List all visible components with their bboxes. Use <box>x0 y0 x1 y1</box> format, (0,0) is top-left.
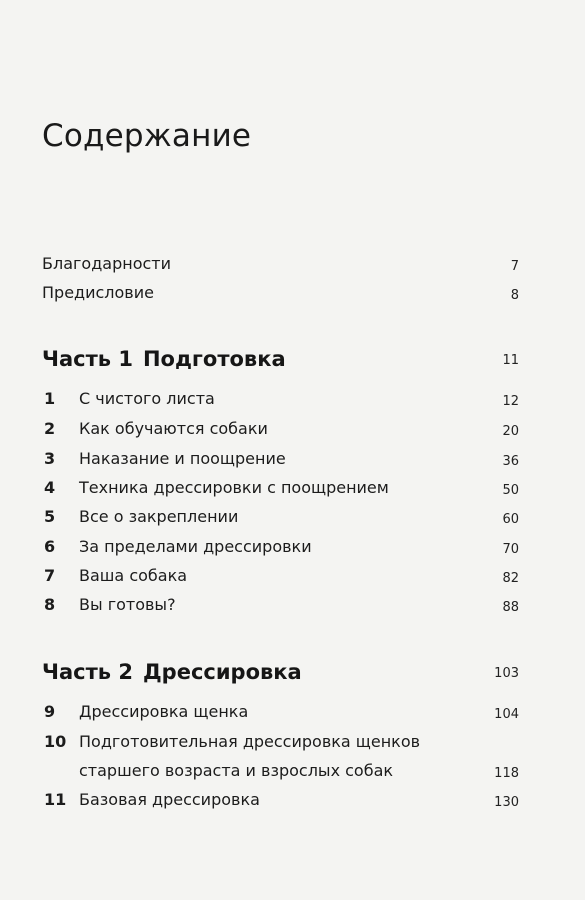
toc-chapter-4 <box>0 477 585 499</box>
toc-entry-acknowledgements <box>0 253 585 275</box>
toc-chapter-8 <box>0 594 585 616</box>
toc-page-number: 7 <box>510 259 519 274</box>
chapter-number: 8 <box>44 595 56 614</box>
part-title: Дрессировка <box>142 660 302 684</box>
chapter-number: 11 <box>44 790 67 809</box>
toc-chapter-2 <box>0 418 585 440</box>
toc-page-number: 118 <box>494 766 519 781</box>
chapter-title: Все о закреплении <box>79 507 239 526</box>
chapter-title: С чистого листа <box>79 389 215 408</box>
toc-entry-preface <box>0 282 585 304</box>
chapter-number: 1 <box>44 389 56 408</box>
toc-page-number: 103 <box>494 666 519 681</box>
toc-page-number: 60 <box>502 512 519 527</box>
toc-chapter-9 <box>0 701 585 723</box>
chapter-title: Техника дрессировки с поощрением <box>79 478 389 497</box>
toc-part-1 <box>0 344 585 374</box>
part-number: Часть 1 <box>42 347 133 371</box>
chapter-title: Дрессировка щенка <box>79 702 249 721</box>
toc-part-2 <box>0 657 585 687</box>
chapter-title-continued: старшего возраста и взрослых собак <box>79 761 394 780</box>
chapter-number: 5 <box>44 507 56 526</box>
toc-chapter-10-continued <box>0 760 585 782</box>
chapter-title: Наказание и поощрение <box>79 449 286 468</box>
toc-chapter-11 <box>0 789 585 811</box>
toc-chapter-7 <box>0 565 585 587</box>
toc-page-number: 50 <box>502 483 519 498</box>
chapter-title: Ваша собака <box>79 566 188 585</box>
toc-chapter-1 <box>0 388 585 410</box>
part-number: Часть 2 <box>42 660 133 684</box>
toc-page-number: 70 <box>502 542 519 557</box>
chapter-number: 9 <box>44 702 56 721</box>
chapter-number: 2 <box>44 419 56 438</box>
toc-page-number: 36 <box>502 454 519 469</box>
toc-page-number: 12 <box>502 394 519 409</box>
chapter-title: Вы готовы? <box>79 595 176 614</box>
toc-chapter-3 <box>0 448 585 470</box>
toc-page-number: 104 <box>494 707 519 722</box>
toc-page-number: 130 <box>494 795 519 810</box>
chapter-title: Подготовительная дрессировка щенков <box>79 732 421 751</box>
toc-chapter-6 <box>0 536 585 558</box>
toc-chapter-10 <box>0 731 585 753</box>
chapter-title: Базовая дрессировка <box>79 790 260 809</box>
chapter-number: 3 <box>44 449 56 468</box>
toc-page-number: 11 <box>502 353 519 368</box>
chapter-number: 6 <box>44 537 56 556</box>
chapter-title: За пределами дрессировки <box>79 537 312 556</box>
part-title: Подготовка <box>142 347 286 371</box>
toc-page-number: 82 <box>502 571 519 586</box>
chapter-number: 10 <box>44 732 67 751</box>
chapter-title: Как обучаются собаки <box>79 419 268 438</box>
toc-entry-label: Предисловие <box>42 283 154 302</box>
toc-chapter-5 <box>0 506 585 528</box>
chapter-number: 7 <box>44 566 56 585</box>
page-title: Содержание <box>42 118 252 154</box>
toc-page-number: 20 <box>502 424 519 439</box>
toc-entry-label: Благодарности <box>42 254 171 273</box>
toc-page-number: 88 <box>502 600 519 615</box>
toc-page-number: 8 <box>510 288 519 303</box>
chapter-number: 4 <box>44 478 56 497</box>
